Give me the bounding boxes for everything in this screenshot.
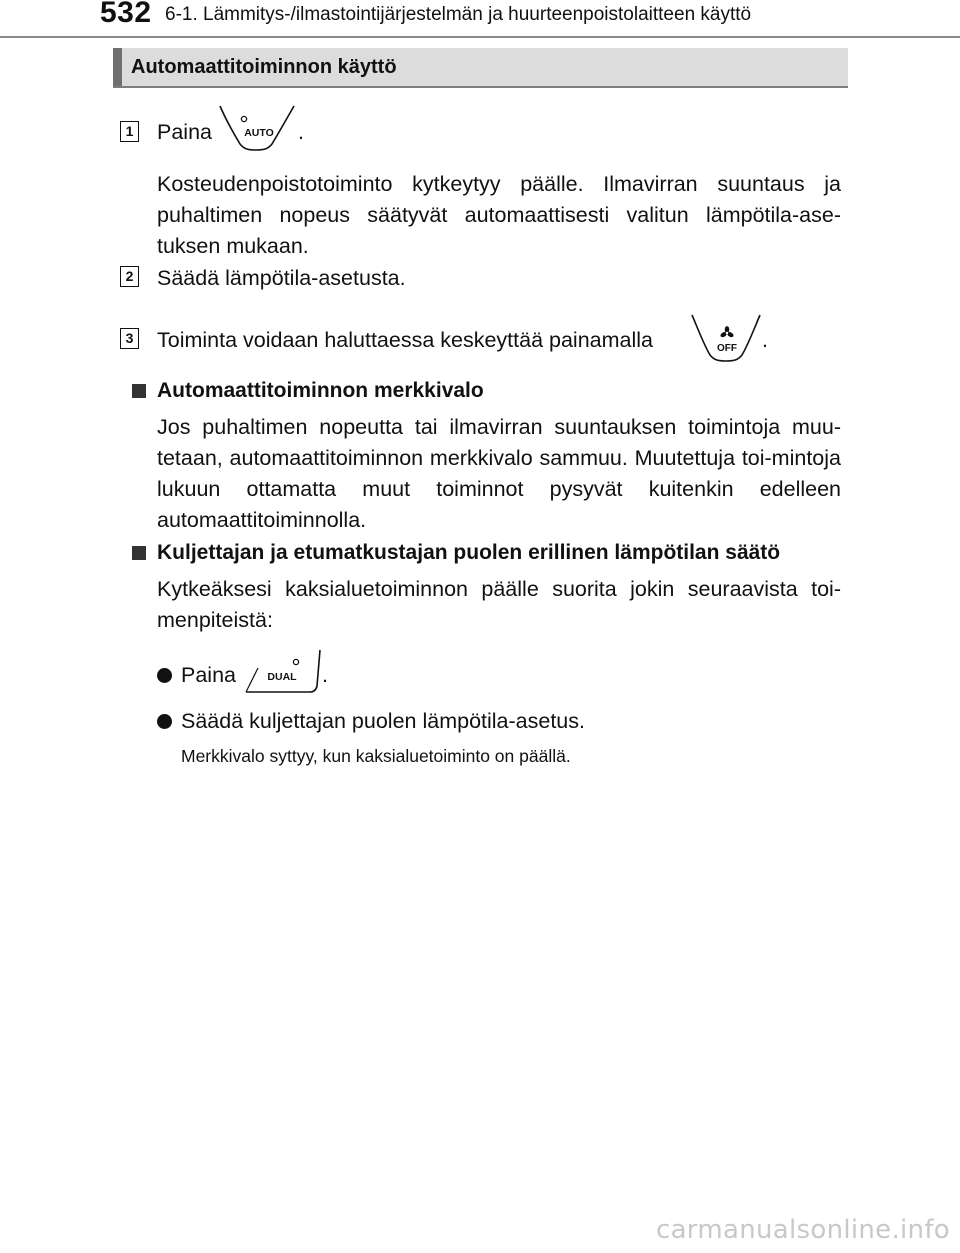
step-number-1: 1	[120, 121, 139, 142]
page-number: 532	[100, 0, 152, 29]
fan-icon	[720, 326, 735, 338]
step-1-line	[157, 117, 212, 148]
dual-button-icon	[244, 648, 322, 694]
bullet-2-text: Säädä kuljettajan puolen lämpötila-asetus.	[181, 709, 585, 733]
topic-1-heading: Automaattitoiminnon merkkivalo	[157, 379, 484, 402]
section-title: Automaattitoiminnon käyttö	[131, 56, 397, 78]
topic-2-heading: Kuljettajan ja etumatkustajan puolen erillinen lämpötilan säätö	[157, 541, 781, 564]
round-bullet	[157, 714, 172, 729]
dual-button-label: DUAL	[267, 671, 297, 683]
square-bullet	[132, 546, 146, 560]
watermark-text: carmanualsonline.info	[655, 1215, 950, 1245]
auto-button-label: AUTO	[244, 127, 274, 139]
step-number-3: 3	[120, 328, 139, 349]
fan-off-button-icon	[690, 313, 762, 363]
auto-button-icon	[218, 104, 296, 152]
round-bullet	[157, 668, 172, 683]
step-1-lead: Paina	[157, 120, 212, 144]
square-bullet	[132, 384, 146, 398]
off-button-label: OFF	[717, 343, 737, 354]
step-1-description: Kosteudenpoistotoiminto kytkeytyy päälle. Ilmavirran suuntaus ja puhaltimen nopeus säätyvät automaattisesti valitun lämpötila-ase-tuksen mukaan.	[157, 172, 841, 258]
step-3-lead: Toiminta voidaan haluttaessa keskeyttää painamalla	[157, 328, 653, 352]
step-2-text: Säädä lämpötila-asetusta.	[157, 266, 406, 290]
note-text: Merkkivalo syttyy, kun kaksialuetoiminto on päällä.	[181, 746, 571, 766]
bullet-1-lead: Paina	[181, 663, 236, 687]
step-number-2: 2	[120, 266, 139, 287]
bullet-1-trail: .	[322, 663, 328, 687]
step-1-trail: .	[298, 120, 304, 144]
topic-1-body: Jos puhaltimen nopeutta tai ilmavirran suuntauksen toimintoja muu-tetaan, automaattitoiminnon merkkivalo sammuu. Muutettuja toi-mintoja lukuun ottamatta muut toiminnot pysyvät kuitenkin edelleen automaattitoiminnolla.	[157, 415, 841, 532]
running-head: 6-1. Lämmitys-/ilmastointijärjestelmän ja huurteenpoistolaitteen käyttö	[165, 4, 752, 25]
header-rule	[0, 36, 960, 38]
section-heading-bar	[113, 48, 848, 88]
step-3-trail: .	[762, 328, 768, 352]
section-bar-accent	[113, 48, 122, 86]
topic-2-body: Kytkeäksesi kaksialuetoiminnon päälle suorita jokin seuraavista toi-menpiteistä:	[157, 577, 841, 632]
